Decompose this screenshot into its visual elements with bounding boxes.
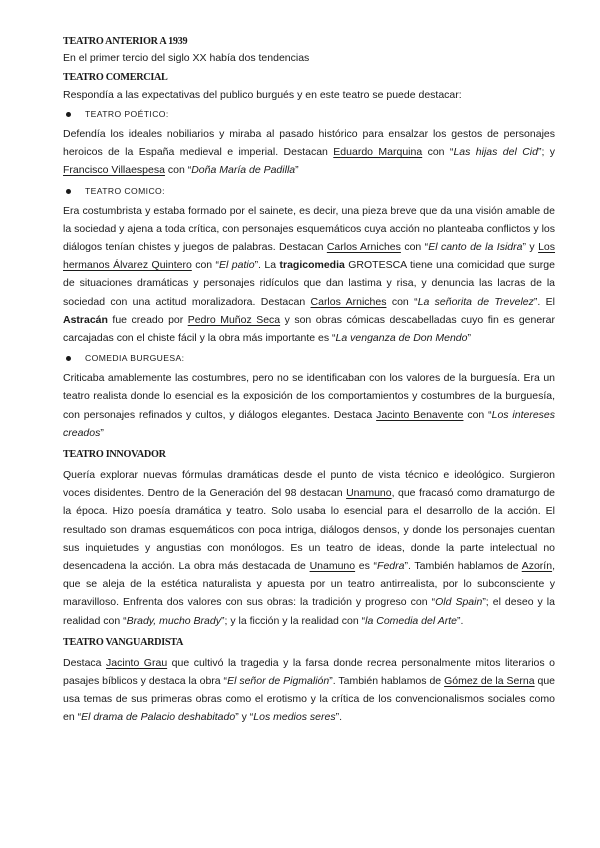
paragraph-teatro-poetico <box>63 125 555 180</box>
text-run: ”. También hablamos de <box>404 560 522 573</box>
author-link[interactable]: Jacinto Grau <box>106 656 168 669</box>
text-run: Era costumbrista y estaba formado por el sainete, es decir, una pieza breve que da una visión amable de la sociedad y ajena a toda crítica, con personajes esquemáticos cuya acción no planteaba conflictos y los diálogos tenían chistes y juegos de palabras. Destacan <box>63 204 555 254</box>
bullet-icon <box>66 189 71 194</box>
bullet-icon <box>66 356 71 361</box>
paragraph-teatro-innovador <box>63 466 555 630</box>
section-heading-vanguardista: TEATRO VANGUARDISTA <box>63 636 184 648</box>
text-run: Destaca <box>63 656 107 669</box>
list-item-comedia-burguesa <box>63 351 555 366</box>
author-link[interactable]: Carlos Arniches <box>326 241 401 254</box>
paragraph-teatro-comico <box>63 202 555 348</box>
text-run: con “ <box>400 241 429 254</box>
author-link[interactable]: Eduardo Marquina <box>333 146 423 159</box>
text-run: Quería explorar nuevas fórmulas dramáticas desde el punto de vista técnico e ideológico. Surgieron voces disidentes. Dentro de la Generación del 98 destacan <box>63 469 555 500</box>
subsection-label: TEATRO POÉTICO: <box>85 109 169 119</box>
text-run: con “ <box>422 146 454 159</box>
list-item-teatro-poetico <box>63 107 555 122</box>
text-run: con “ <box>191 259 220 272</box>
work-title: El patio <box>219 259 255 272</box>
text-run: es “ <box>355 560 378 573</box>
paragraph-comedia-burguesa <box>63 369 555 442</box>
text-run: que usa temas de sus primeras obras como el erotismo y la crítica de los convencionalismos sociales como en “ <box>63 675 556 724</box>
author-link[interactable]: Francisco Villaespesa <box>63 164 165 177</box>
work-title: Doña María de Padilla <box>191 164 296 177</box>
author-link[interactable]: Gómez de la Serna <box>444 675 535 688</box>
text-run: , que se aleja de la estética naturalista y apuesta por un teatro antirrealista, por lo subconsciente y maravilloso. Enfrenta dos valores con sus obras: la tradición y progreso con “ <box>63 560 555 609</box>
author-link[interactable]: Los hermanos Álvarez Quintero <box>63 241 556 272</box>
text-run: ” <box>467 332 471 345</box>
work-title: El drama de Palacio deshabitado <box>81 711 236 724</box>
author-link[interactable]: Pedro Muñoz Seca <box>187 313 281 326</box>
text-run: con “ <box>164 164 192 177</box>
text-run: ”. El <box>533 295 555 308</box>
author-link[interactable]: Azorín <box>521 560 553 573</box>
subsection-label: COMEDIA BURGUESA: <box>85 353 185 364</box>
text-run: ”. También hablamos de <box>329 675 445 688</box>
text-run: , que fracasó como dramaturgo de la época. Hizo poesía dramática y teatro. Solo usaba lo esencial para el desarrollo de la acción. El resultado son dramas esquemáticos con poca intriga, diálogos densos, y donde los personajes cuentan sus inquietudes y angustias con monólogos. Es un teatro de ideas, donde la parte intelectual no desencadena la acción. La obra más destacada de <box>63 487 555 573</box>
author-link[interactable]: Unamuno <box>346 487 392 500</box>
paragraph-teatro-vanguardista <box>63 654 555 727</box>
work-title: Old Spain <box>435 596 483 609</box>
text-run: ” <box>295 164 299 177</box>
work-title: Los intereses creados <box>63 408 555 439</box>
text-run: ” y “ <box>235 711 254 724</box>
author-link[interactable]: Jacinto Benavente <box>376 408 464 421</box>
work-title: La venganza de Don Mendo <box>335 332 468 345</box>
term-bold: tragicomedia <box>279 259 345 272</box>
text-run: que cultivó la tragedia y la farsa donde recrea personalmente mitos literarios o pasajes bíblicos y destaca la obra “ <box>63 656 555 688</box>
subsection-label: TEATRO COMICO: <box>85 185 165 196</box>
text-run: con “ <box>386 295 418 308</box>
document-intro: En el primer tercio del siglo XX había dos tendencias <box>63 52 310 64</box>
text-run: ”; el deseo y la realidad con “ <box>63 596 555 627</box>
work-title: Brady, mucho Brady <box>126 614 221 627</box>
text-run: Criticaba amablemente las costumbres, pero no se identificaban con los valores de la burguesía. Era un teatro realista donde lo esencial es la exposición de los comportamientos y costumbres de la burguesía, con personajes refinados y cultos, y diálogos elegantes. Destaca <box>63 372 555 421</box>
term-bold: Astracán <box>63 313 108 326</box>
text-run: ”; y <box>537 146 556 159</box>
text-run: ”. La <box>254 259 280 272</box>
text-run: Defendía los ideales nobiliarios y miraba al pasado histórico para ensalzar los gestos de personajes heroicos de la España medieval e imperial. Destacan <box>63 128 555 159</box>
work-title: El señor de Pigmalión <box>227 675 330 688</box>
text-run: ”. <box>335 711 342 724</box>
work-title: La señorita de Trevelez <box>417 295 534 308</box>
work-title: Fedra <box>377 560 405 573</box>
section-heading-comercial: TEATRO COMERCIAL <box>63 72 168 83</box>
work-title: Las hijas del Cid <box>453 146 538 159</box>
author-link[interactable]: Unamuno <box>309 560 356 573</box>
text-run: ” y <box>522 241 539 254</box>
work-title: Los medios seres <box>253 711 336 724</box>
text-run: GROTESCA tiene una comicidad que surge de situaciones dramáticas y personajes ridículos que dan lastima y risa, y denuncia las lacras de la sociedad con una actitud moralizadora. Destacan <box>63 259 555 308</box>
comercial-intro: Respondía a las expectativas del publico burgués y en este teatro se puede destacar: <box>63 89 462 101</box>
bullet-icon <box>66 112 71 117</box>
list-item-teatro-comico <box>63 184 555 199</box>
text-run: ”. <box>456 614 464 627</box>
text-run: fue creado por <box>107 313 188 326</box>
author-link[interactable]: Carlos Arniches <box>310 295 387 308</box>
section-heading-innovador: TEATRO INNOVADOR <box>63 449 166 461</box>
text-run: con “ <box>463 408 492 421</box>
work-title: El canto de la Isidra <box>428 241 523 254</box>
work-title: la Comedia del Arte <box>365 614 457 627</box>
text-run: ” <box>100 426 104 439</box>
text-run: ”; y la ficción y la realidad con “ <box>220 614 366 627</box>
document-title: TEATRO ANTERIOR A 1939 <box>63 36 188 47</box>
text-run: y son obras cómicas descabelladas cuyo fin es generar carcajadas con el chiste fácil y la obra más importante es “ <box>63 313 556 345</box>
